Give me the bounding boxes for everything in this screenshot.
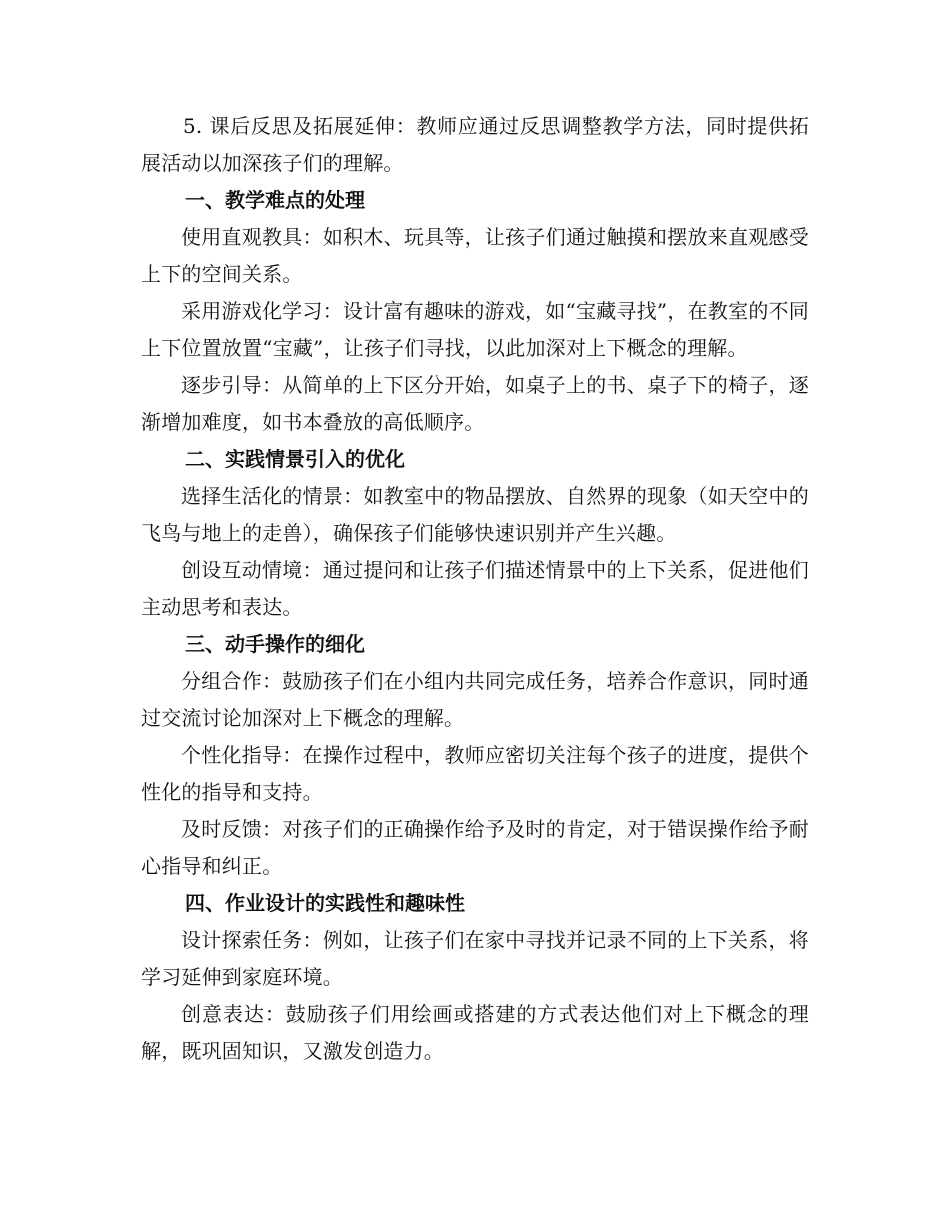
paragraph: 采用游戏化学习：设计富有趣味的游戏，如“宝藏寻找”，在教室的不同上下位置放置“宝藏”，让孩子们寻找，以此加深对上下概念的理解。 [141, 299, 809, 360]
paragraph: 创意表达：鼓励孩子们用绘画或搭建的方式表达他们对上下概念的理解，既巩固知识，又激发创造力。 [141, 1002, 809, 1063]
section-heading-3: 三、动手操作的细化 [185, 632, 365, 656]
paragraph: 逐步引导：从简单的上下区分开始，如桌子上的书、桌子下的椅子，逐渐增加难度，如书本叠放的高低顺序。 [141, 373, 809, 434]
paragraph: 选择生活化的情景：如教室中的物品摆放、自然界的现象（如天空中的飞鸟与地上的走兽），确保孩子们能够快速识别并产生兴趣。 [141, 484, 809, 545]
paragraph: 设计探索任务：例如，让孩子们在家中寻找并记录不同的上下关系，将学习延伸到家庭环境。 [141, 928, 809, 989]
paragraph: 创设互动情境：通过提问和让孩子们描述情景中的上下关系，促进他们主动思考和表达。 [141, 558, 809, 619]
paragraph: 及时反馈：对孩子们的正确操作给予及时的肯定，对于错误操作给予耐心指导和纠正。 [141, 817, 809, 878]
section-heading-1: 一、教学难点的处理 [185, 188, 365, 212]
paragraph: 使用直观教具：如积木、玩具等，让孩子们通过触摸和摆放来直观感受上下的空间关系。 [141, 225, 809, 286]
paragraph: 分组合作：鼓励孩子们在小组内共同完成任务，培养合作意识，同时通过交流讨论加深对上下概念的理解。 [141, 669, 809, 730]
document-page [141, 108, 809, 1070]
section-heading-2: 二、实践情景引入的优化 [185, 447, 405, 471]
paragraph-reflection: 5. 课后反思及拓展延伸：教师应通过反思调整教学方法，同时提供拓展活动以加深孩子们的理解。 [141, 114, 809, 175]
section-heading-4: 四、作业设计的实践性和趣味性 [185, 891, 465, 915]
paragraph: 个性化指导：在操作过程中，教师应密切关注每个孩子的进度，提供个性化的指导和支持。 [141, 743, 809, 804]
